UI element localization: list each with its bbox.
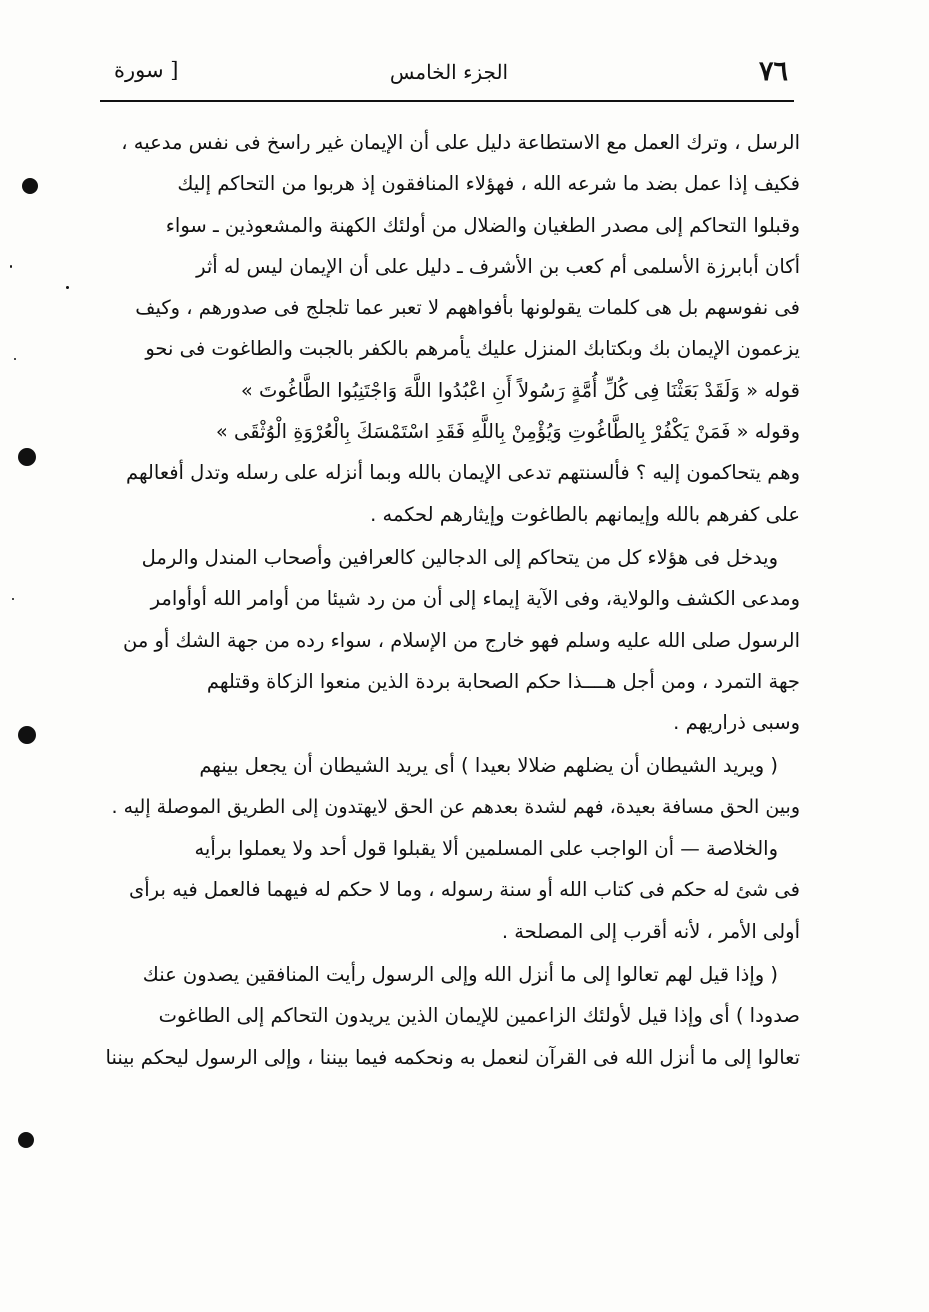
text-line: جهة التمرد ، ومن أجل هــــذا حكم الصحابة بردة الذين منعوا الزكاة وقتلهم bbox=[206, 669, 800, 693]
sura-label: [ سورة bbox=[114, 58, 179, 82]
text-line: صدودا ) أى وإذا قيل لأولئك الزاعمين للإيمان الذين يريدون التحاكم إلى الطاغوت bbox=[158, 1004, 800, 1028]
paragraph-first-line: والخلاصة — أن الواجب على المسلمين ألا يقبلوا قول أحد ولا يعملوا برأيه bbox=[194, 837, 778, 861]
paragraph-first-line: ( وإذا قيل لهم تعالوا إلى ما أنزل الله وإلى الرسول رأيت المنافقين يصدون عنك bbox=[142, 962, 778, 986]
text-line: الرسل ، وترك العمل مع الاستطاعة دليل على أن الإيمان غير راسخ فى نفس مدعيه ، bbox=[121, 131, 800, 154]
scan-blot bbox=[22, 178, 38, 194]
paragraph-first-line: ( ويريد الشيطان أن يضلهم ضلالا بعيدا ) أى يريد الشيطان أن يجعل بينهم bbox=[199, 754, 778, 778]
page-number: ٧٦ bbox=[758, 56, 788, 87]
quran-quote-line: قوله « وَلَقَدْ بَعَثْنَا فِى كُلِّ أُمَّةٍ رَسُولاً أَنِ اعْبُدُوا اللَّهَ وَاجْتَنِبُوا الطَّاغُوتَ » bbox=[240, 378, 800, 402]
text-line: أولى الأمر ، لأنه أقرب إلى المصلحة . bbox=[501, 919, 800, 943]
paragraph-first-line: ويدخل فى هؤلاء كل من يتحاكم إلى الدجالين كالعرافين وأصحاب المندل والرمل bbox=[141, 545, 778, 569]
text-line: فى نفوسهم بل هى كلمات يقولونها بأفواههم لا تعبر عما تلجلج فى صدورهم ، وكيف bbox=[135, 296, 800, 320]
text-line: على كفرهم بالله وإيمانهم بالطاغوت وإيثارهم لحكمه . bbox=[370, 502, 800, 526]
text-line: وسبى ذراريهم . bbox=[673, 711, 800, 735]
page-header bbox=[104, 52, 794, 96]
text-line: وقبلوا التحاكم إلى مصدر الطغيان والضلال من أولئك الكهنة والمشعوذين ـ سواء bbox=[165, 213, 800, 237]
scan-blot bbox=[18, 726, 36, 744]
text-line: أكان أبابرزة الأسلمى أم كعب بن الأشرف ـ دليل على أن الإيمان ليس له أثر bbox=[196, 254, 800, 278]
running-title: الجزء الخامس bbox=[389, 60, 509, 84]
quran-quote-line: وقوله « فَمَنْ يَكْفُرْ بِالطَّاغُوتِ وَيُؤْمِنْ بِاللَّهِ فَقَدِ اسْتَمْسَكَ بِالْعُرْوَةِ الْوُثْقَى » bbox=[215, 420, 800, 444]
header-rule bbox=[100, 100, 794, 102]
scan-dot bbox=[66, 286, 69, 289]
text-line: فى شئ له حكم فى كتاب الله أو سنة رسوله ، وما لا حكم له فيهما فالعمل فيه برأى bbox=[129, 878, 800, 902]
text-line: الرسول صلى الله عليه وسلم فهو خارج من الإسلام ، سواء رده من جهة الشك أو من bbox=[123, 628, 800, 652]
page-body bbox=[100, 122, 800, 1078]
text-line: ومدعى الكشف والولاية، وفى الآية إيماء إلى أن من رد شيئا من أوامر الله أوأوامر bbox=[150, 587, 800, 611]
scan-blot bbox=[18, 1132, 34, 1148]
text-line: وبين الحق مسافة بعيدة، فهم لشدة بعدهم عن الحق لايهتدون إلى الطريق الموصلة إليه . bbox=[111, 795, 800, 818]
text-line: فكيف إذا عمل بضد ما شرعه الله ، فهؤلاء المنافقون إذ هربوا من التحاكم إليك bbox=[177, 172, 800, 196]
scan-blot bbox=[18, 448, 36, 466]
text-line: تعالوا إلى ما أنزل الله فى القرآن لنعمل به ونحكمه فيما بيننا ، وإلى الرسول ليحكم بيننا bbox=[105, 1045, 800, 1069]
scan-dot bbox=[10, 265, 12, 268]
text-line: وهم يتحاكمون إليه ؟ فألسنتهم تدعى الإيمان بالله وبما أنزله على رسله وتدل أفعالهم bbox=[125, 461, 800, 485]
text-line: يزعمون الإيمان بك وبكتابك المنزل عليك يأمرهم بالكفر بالجبت والطاغوت فى نحو bbox=[145, 337, 800, 361]
scan-dot bbox=[12, 598, 14, 600]
scan-dot bbox=[14, 358, 16, 360]
